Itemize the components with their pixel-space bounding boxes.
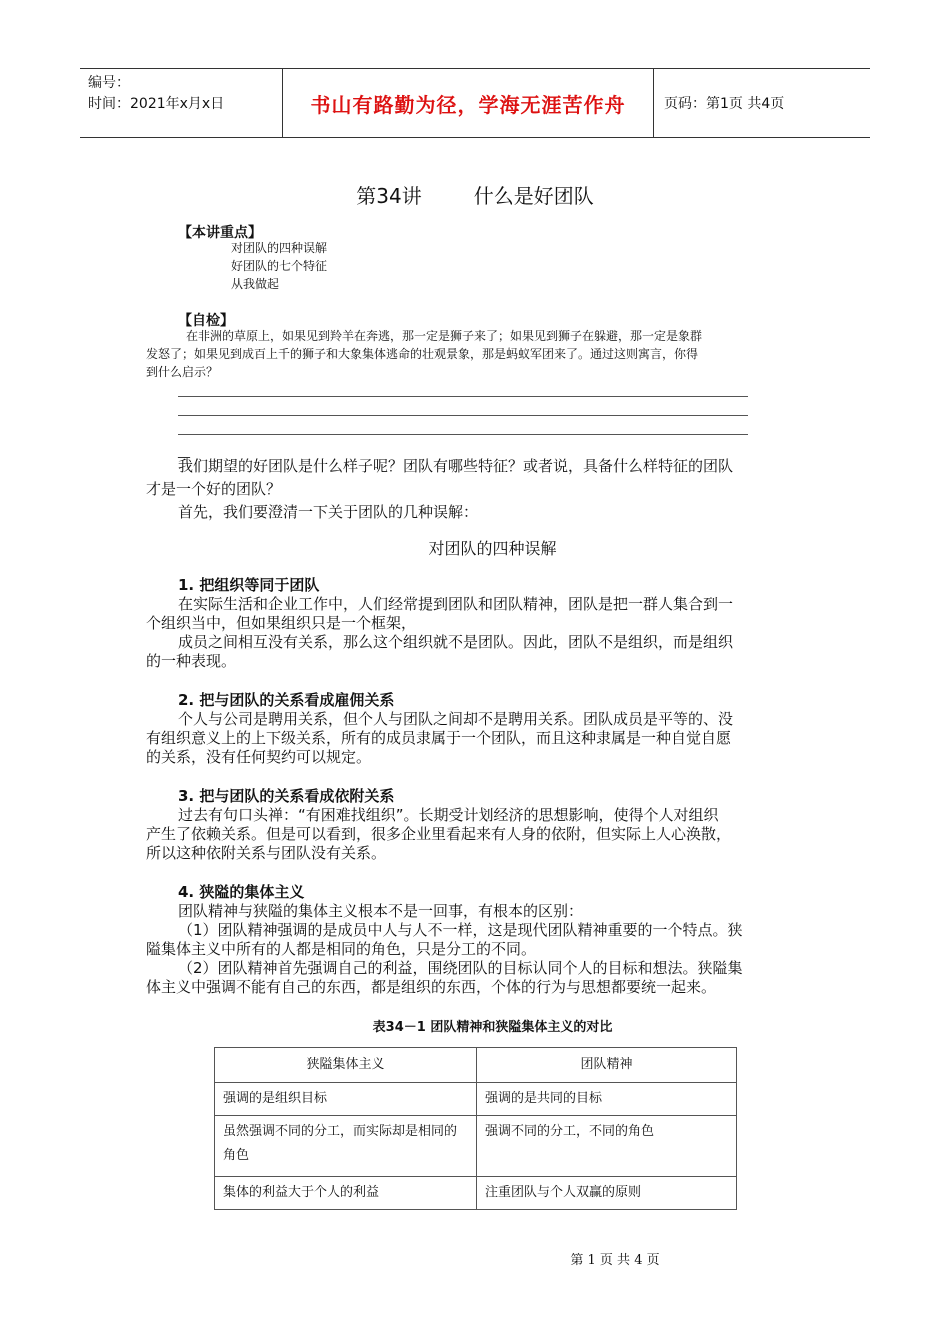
self-check-line: 在非洲的草原上，如果见到羚羊在奔逃，那一定是狮子来了；如果见到狮子在躲避，那一定是象群 <box>186 329 703 343</box>
answer-line <box>178 396 748 397</box>
page-footer: 第 1 页 共 4 页 <box>570 1253 660 1268</box>
intro-line: 首先，我们要澄清一下关于团队的几种误解： <box>178 503 479 521</box>
self-check-line: 发怒了；如果见到成百上千的狮子和大象集体逃命的壮观景象，那是蚂蚁军团来了。通过这则寓言，你得 <box>146 347 699 361</box>
time-label: 时间：2021年x月x日 <box>88 96 225 112</box>
intro-line: 才是一个好的团队？ <box>146 480 282 498</box>
header-motto-cell <box>283 69 654 137</box>
misconception-heading: 3. 把与团队的关系看成依附关系 <box>178 787 395 805</box>
table-row <box>215 1177 737 1210</box>
paragraph-line: （2）团队精神首先强调自己的利益，围绕团队的目标认同个人的目标和想法。狭隘集 <box>178 959 743 977</box>
paragraph-line: 过去有句口头禅：“有困难找组织”。长期受计划经济的思想影响，使得个人对组织 <box>178 806 719 824</box>
header-page-cell <box>654 69 870 137</box>
lecture-number: 第34讲 <box>356 184 422 208</box>
motto: 书山有路勤为径，学海无涯苦作舟 <box>310 92 626 117</box>
misconception-heading: 4. 狭隘的集体主义 <box>178 883 305 901</box>
paragraph-line: （1）团队精神强调的是成员中人与人不一样，这是现代团队精神重要的一个特点。狭 <box>178 921 743 939</box>
paragraph-line: 的一种表现。 <box>146 652 237 670</box>
paragraph-line: 个组织当中，但如果组织只是一个框架， <box>146 614 417 632</box>
paragraph-line: 成员之间相互没有关系，那么这个组织就不是团队。因此，团队不是组织，而是组织 <box>178 633 734 651</box>
table-cell: 虽然强调不同的分工，而实际却是相同的角色 <box>215 1116 477 1177</box>
document-header <box>80 68 870 138</box>
header-meta-cell <box>80 69 283 137</box>
answer-blank-mark: __ <box>178 444 190 458</box>
table-cell: 强调的是组织目标 <box>215 1083 477 1116</box>
paragraph-line: 体主义中强调不能有自己的东西，都是组织的东西，个体的行为与思想都要统一起来。 <box>146 978 717 996</box>
paragraph-line: 团队精神与狭隘的集体主义根本不是一回事，有根本的区别： <box>178 902 584 920</box>
answer-line <box>178 434 748 435</box>
lecture-topic: 什么是好团队 <box>473 184 594 208</box>
paragraph-line: 所以这种依附关系与团队没有关系。 <box>146 844 387 862</box>
misconception-heading: 2. 把与团队的关系看成雇佣关系 <box>178 691 395 709</box>
self-check-heading: 【自检】 <box>178 313 234 329</box>
self-check-line: 到什么启示？ <box>146 365 219 379</box>
paragraph-line: 产生了依赖关系。但是可以看到，很多企业里看起来有人身的依附，但实际上人心涣散， <box>146 825 732 843</box>
table-caption: 表34－1 团队精神和狭隘集体主义的对比 <box>372 1020 613 1035</box>
table-cell: 强调不同的分工，不同的角色 <box>477 1116 737 1177</box>
table-cell: 注重团队与个人双赢的原则 <box>477 1177 737 1210</box>
table-row <box>215 1116 737 1177</box>
paragraph-line: 的关系，没有任何契约可以规定。 <box>146 748 372 766</box>
table-cell: 集体的利益大于个人的利益 <box>215 1177 477 1210</box>
table-header-row <box>215 1048 737 1083</box>
paragraph-line: 在实际生活和企业工作中，人们经常提到团队和团队精神，团队是把一群人集合到一 <box>178 595 734 613</box>
answer-line <box>178 415 748 416</box>
number-label: 编号： <box>88 75 130 91</box>
page-info: 页码：第1页 共4页 <box>664 96 785 112</box>
table-header-cell: 团队精神 <box>477 1048 737 1083</box>
key-points-heading: 【本讲重点】 <box>178 225 262 241</box>
table-header-cell: 狭隘集体主义 <box>215 1048 477 1083</box>
comparison-table <box>214 1047 737 1210</box>
paragraph-line: 隘集体主义中所有的人都是相同的角色，只是分工的不同。 <box>146 940 537 958</box>
key-point-item: 好团队的七个特征 <box>231 259 328 273</box>
table-row <box>215 1083 737 1116</box>
paragraph-line: 个人与公司是聘用关系，但个人与团队之间却不是聘用关系。团队成员是平等的、没 <box>178 710 734 728</box>
table-cell: 强调的是共同的目标 <box>477 1083 737 1116</box>
misconception-heading: 1. 把组织等同于团队 <box>178 576 320 594</box>
paragraph-line: 有组织意义上的上下级关系，所有的成员隶属于一个团队，而且这种隶属是一种自觉自愿 <box>146 729 732 747</box>
lecture-title <box>0 180 950 209</box>
key-point-item: 对团队的四种误解 <box>231 241 328 255</box>
key-point-item: 从我做起 <box>231 277 280 291</box>
intro-line: 我们期望的好团队是什么样子呢？团队有哪些特征？或者说，具备什么样特征的团队 <box>178 457 734 475</box>
section-title: 对团队的四种误解 <box>428 539 557 558</box>
